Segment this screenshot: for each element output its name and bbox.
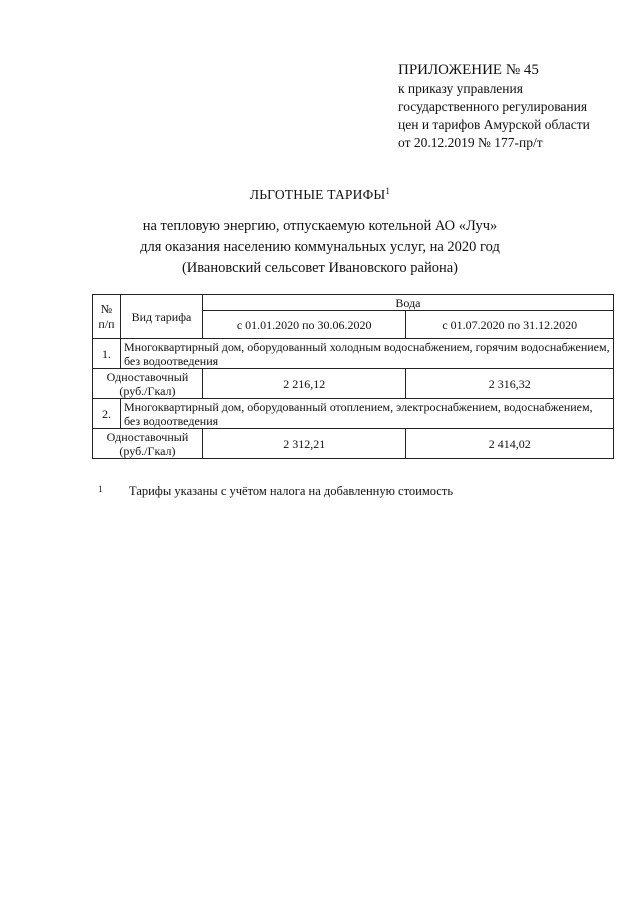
tariff-value: 2 312,21 [202,429,406,459]
tariff-value: 2 216,12 [202,369,406,399]
appendix-line: цен и тарифов Амурской области [398,117,590,132]
table-row [93,369,614,399]
document-subtitle [0,216,640,279]
header-group-water: Вода [202,295,613,311]
document-title [0,186,640,203]
header-num: № п/п [93,295,121,339]
tariff-label: Одноставочный (руб./Гкал) [93,429,203,459]
subtitle-line: на тепловую энергию, отпускаемую котельной АО «Луч» [142,218,498,234]
tariff-label: Одноставочный (руб./Гкал) [93,369,203,399]
section-description: Многоквартирный дом, оборудованный холодным водоснабжением, горячим водоснабжением, без водоотведения [120,339,613,369]
table-row [93,429,614,459]
table-row [93,339,614,369]
appendix-header [398,60,634,152]
appendix-title: ПРИЛОЖЕНИЕ № 45 [398,62,539,78]
subtitle-line: для оказания населению коммунальных услуг, на 2020 год [140,239,500,255]
appendix-line: к приказу управления [398,81,523,96]
subtitle-line: (Ивановский сельсовет Ивановского района) [181,260,459,276]
title-footnote-mark: 1 [385,186,391,196]
tariff-value: 2 414,02 [406,429,614,459]
section-description: Многоквартирный дом, оборудованный отоплением, электроснабжением, водоснабжением, без водоотведения [120,399,613,429]
appendix-line: от 20.12.2019 № 177-пр/т [398,135,543,150]
section-num: 2. [93,399,121,429]
table-row [93,399,614,429]
tariff-value: 2 316,32 [406,369,614,399]
header-period-2: с 01.07.2020 по 31.12.2020 [406,311,614,339]
table-header-row [93,295,614,311]
tariff-table [92,294,614,459]
header-tariff-type: Вид тарифа [120,295,202,339]
header-period-1: с 01.01.2020 по 30.06.2020 [202,311,406,339]
appendix-line: государственного регулирования [398,99,588,114]
footnote-text: Тарифы указаны с учётом налога на добавленную стоимость [129,484,454,498]
document-title-text: ЛЬГОТНЫЕ ТАРИФЫ [249,187,386,202]
footnote-mark: 1 [98,484,103,494]
section-num: 1. [93,339,121,369]
